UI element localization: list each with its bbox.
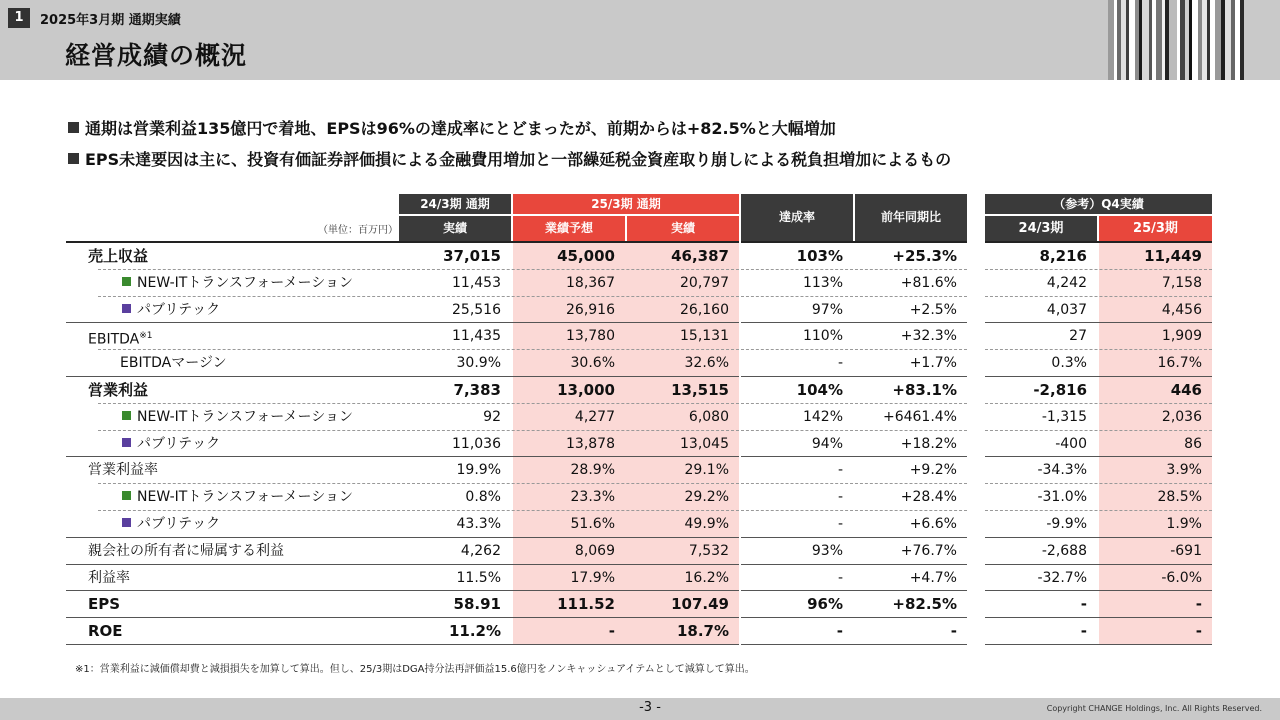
section-number: 1: [8, 8, 30, 28]
table-cell: 8,216: [1039, 247, 1087, 265]
table-cell: 30.9%: [456, 355, 501, 372]
table-cell: 107.49: [671, 595, 729, 614]
table-cell: +82.5%: [892, 595, 957, 614]
table-cell: 113%: [802, 274, 843, 291]
table-cell: 4,456: [1161, 301, 1202, 318]
table-cell: +83.1%: [892, 381, 957, 399]
bullet-1-text: 通期は営業利益135億円で着地、EPSは96%の達成率にとどまったが、前期からは+82.5%と大幅増加: [85, 119, 836, 138]
table-cell: 13,045: [680, 435, 729, 452]
table-cell: -2,816: [1033, 381, 1087, 399]
table-cell: +1.7%: [909, 355, 957, 372]
row-label-text: NEW-ITトランスフォーメーション: [137, 274, 353, 291]
row-label: [88, 377, 148, 403]
table-cell: -: [837, 516, 843, 532]
row-divider: [66, 644, 739, 645]
table-cell: +9.2%: [909, 462, 957, 479]
table-cell: 142%: [802, 408, 843, 425]
table-cell: 11,453: [452, 274, 501, 291]
legend-square-icon: [122, 277, 131, 286]
footnote-marker: ※1: [139, 331, 153, 342]
table-cell: -: [837, 462, 843, 479]
row-label: [88, 457, 158, 483]
row-label: [88, 565, 130, 591]
stripe: [1240, 0, 1244, 80]
table-cell: 0.8%: [465, 489, 501, 506]
bullet-2: [68, 147, 951, 170]
table-cell: 11,036: [452, 435, 501, 452]
table-cell: 97%: [811, 301, 843, 318]
table-cell: 446: [1170, 381, 1202, 399]
table-cell: 16.7%: [1157, 355, 1202, 372]
table-cell: 19.9%: [456, 462, 501, 479]
table-cell: +25.3%: [892, 247, 957, 265]
table-cell: -: [837, 355, 843, 372]
table-cell: -1,315: [1041, 408, 1087, 425]
row-label-text: EBITDA: [88, 332, 140, 349]
table-cell: 46,387: [671, 247, 729, 265]
table-cell: 11.5%: [456, 569, 501, 586]
table-cell: -: [1195, 595, 1202, 614]
row-label: [122, 484, 353, 510]
header-achievement: 達成率: [741, 194, 853, 241]
table-cell: 0.3%: [1051, 355, 1087, 372]
table-cell: -: [608, 622, 615, 641]
table-cell: +28.4%: [900, 489, 957, 506]
unit-label: （単位：百万円）: [318, 225, 398, 236]
table-cell: 18.7%: [676, 622, 729, 641]
table-cell: 96%: [807, 595, 843, 614]
row-label-text: パブリテック: [137, 516, 221, 532]
table-cell: 13,515: [671, 381, 729, 399]
table-cell: 7,532: [688, 542, 729, 559]
table-cell: 1,909: [1161, 328, 1202, 345]
table-cell: 30.6%: [570, 355, 615, 372]
row-label: [122, 297, 220, 323]
legend-square-icon: [122, 491, 131, 500]
footnote: ※1：営業利益に減価償却費と減損損失を加算して算出。但し、25/3期はDGA持分法再評価益15.6億円をノンキャッシュアイテムとして減算して算出。: [75, 664, 755, 675]
table-cell: 45,000: [557, 247, 615, 265]
stripe: [1169, 0, 1177, 80]
legend-square-icon: [122, 411, 131, 420]
row-label: [120, 350, 227, 376]
row-label-text: 利益率: [88, 569, 130, 586]
table-cell: 110%: [802, 328, 843, 345]
row-label-text: 営業利益: [88, 381, 149, 399]
table-cell: 29.1%: [684, 462, 729, 479]
row-label-text: 売上収益: [88, 247, 149, 265]
row-label: [122, 511, 220, 537]
header-q4-24: 24/3期: [985, 216, 1097, 241]
bullet-square-icon: [68, 153, 79, 164]
row-label-text: NEW-ITトランスフォーメーション: [137, 489, 353, 506]
header-divider: [66, 241, 739, 243]
table-cell: 86: [1184, 435, 1202, 452]
table-cell: 15,131: [680, 328, 729, 345]
header-fy25-actual: 実績: [627, 216, 739, 241]
copyright: Copyright CHANGE Holdings, Inc. All Rights Reserved.: [1046, 704, 1262, 713]
bullet-square-icon: [68, 122, 79, 133]
table-cell: -: [1080, 595, 1087, 614]
section-label: 2025年3月期 通期実績: [40, 13, 181, 28]
page-number: -3 -: [639, 700, 661, 715]
table-cell: -: [950, 622, 957, 641]
table-cell: 32.6%: [684, 355, 729, 372]
table-cell: 7,383: [453, 381, 501, 399]
table-cell: -34.3%: [1037, 462, 1087, 479]
header-fy24-actual: 実績: [399, 216, 511, 241]
table-cell: 4,242: [1046, 274, 1087, 291]
table-cell: +32.3%: [900, 328, 957, 345]
table-cell: 7,158: [1161, 274, 1202, 291]
table-cell: 18,367: [566, 274, 615, 291]
table-cell: -: [837, 489, 843, 506]
table-cell: -: [836, 622, 843, 641]
table-cell: +2.5%: [909, 301, 957, 318]
table-cell: 17.9%: [570, 569, 615, 586]
row-label-text: NEW-ITトランスフォーメーション: [137, 408, 353, 425]
legend-square-icon: [122, 518, 131, 527]
table-cell: 93%: [811, 542, 843, 559]
table-cell: 104%: [796, 381, 843, 399]
slide-header: [0, 0, 1280, 80]
row-divider: [741, 644, 967, 645]
table-cell: 28.9%: [570, 462, 615, 479]
table-cell: -6.0%: [1161, 569, 1202, 586]
table-cell: 8,069: [574, 542, 615, 559]
table-cell: -691: [1170, 542, 1202, 559]
table-cell: 13,878: [566, 435, 615, 452]
header-fy25: 25/3期 通期: [513, 194, 739, 214]
table-cell: 11.2%: [448, 622, 501, 641]
row-label-text: パブリテック: [137, 301, 221, 318]
legend-square-icon: [122, 438, 131, 447]
row-divider: [985, 644, 1212, 645]
table-cell: -9.9%: [1046, 516, 1087, 532]
table-cell: -400: [1055, 435, 1087, 452]
table-cell: 26,916: [566, 301, 615, 318]
table-cell: +18.2%: [900, 435, 957, 452]
legend-square-icon: [122, 304, 131, 313]
table-cell: 103%: [796, 247, 843, 265]
decorative-stripes: [1108, 0, 1280, 80]
table-cell: 20,797: [680, 274, 729, 291]
table-cell: 29.2%: [684, 489, 729, 506]
table-cell: 51.6%: [570, 516, 615, 532]
table-cell: 27: [1069, 328, 1087, 345]
table-cell: 43.3%: [456, 516, 501, 532]
table-cell: 2,036: [1161, 408, 1202, 425]
table-cell: -32.7%: [1037, 569, 1087, 586]
row-label: [88, 538, 284, 564]
header-q4-25: 25/3期: [1099, 216, 1212, 241]
stripe: [1142, 0, 1149, 80]
table-cell: 92: [483, 408, 501, 425]
row-label: [88, 618, 123, 644]
table-cell: -: [837, 569, 843, 586]
table-cell: 13,000: [557, 381, 615, 399]
table-cell: 111.52: [557, 595, 615, 614]
table-cell: +6.6%: [909, 516, 957, 532]
header-yoy: 前年同期比: [855, 194, 967, 241]
table-cell: -: [1195, 622, 1202, 641]
table-cell: 13,780: [566, 328, 615, 345]
table-cell: +76.7%: [900, 542, 957, 559]
row-label-text: 営業利益率: [88, 462, 158, 479]
header-fy24: 24/3期 通期: [399, 194, 511, 214]
header-divider: [741, 241, 967, 243]
table-cell: 28.5%: [1157, 489, 1202, 506]
header-fy25-forecast: 業績予想: [513, 216, 625, 241]
table-cell: 11,435: [452, 328, 501, 345]
header-q4: （参考）Q4実績: [985, 194, 1212, 214]
table-cell: +6461.4%: [882, 408, 957, 425]
table-cell: 1.9%: [1166, 516, 1202, 532]
table-cell: 94%: [811, 435, 843, 452]
row-label-text: パブリテック: [137, 435, 221, 452]
table-cell: 4,262: [460, 542, 501, 559]
table-cell: 25,516: [452, 301, 501, 318]
table-cell: 58.91: [453, 595, 501, 614]
table-cell: +4.7%: [909, 569, 957, 586]
table-cell: 37,015: [443, 247, 501, 265]
table-cell: 16.2%: [684, 569, 729, 586]
row-label-text: ROE: [88, 622, 123, 641]
row-label-text: 親会社の所有者に帰属する利益: [88, 542, 284, 559]
row-label: [122, 270, 353, 296]
table-cell: 26,160: [680, 301, 729, 318]
row-label-text: EBITDAマージン: [120, 355, 227, 372]
row-label: [88, 243, 148, 269]
table-cell: +81.6%: [900, 274, 957, 291]
table-cell: 4,037: [1046, 301, 1087, 318]
table-cell: 3.9%: [1166, 462, 1202, 479]
table-cell: -31.0%: [1037, 489, 1087, 506]
bullet-2-text: EPS未達要因は主に、投資有価証券評価損による金融費用増加と一部繰延税金資産取り崩しによる税負担増加によるもの: [85, 150, 952, 169]
row-label-text: EPS: [88, 595, 121, 614]
table-cell: 4,277: [574, 408, 615, 425]
table-cell: -2,688: [1041, 542, 1087, 559]
bullet-1: [68, 116, 836, 139]
row-label: [122, 431, 220, 457]
table-cell: -: [1080, 622, 1087, 641]
header-divider: [985, 241, 1212, 243]
row-label: [88, 591, 120, 617]
table-cell: 23.3%: [570, 489, 615, 506]
table-cell: 6,080: [688, 408, 729, 425]
row-label: [88, 323, 153, 349]
page-title: 経営成績の概況: [65, 41, 248, 70]
table-cell: 49.9%: [684, 516, 729, 532]
row-label: [122, 404, 353, 430]
table-cell: 11,449: [1144, 247, 1202, 265]
